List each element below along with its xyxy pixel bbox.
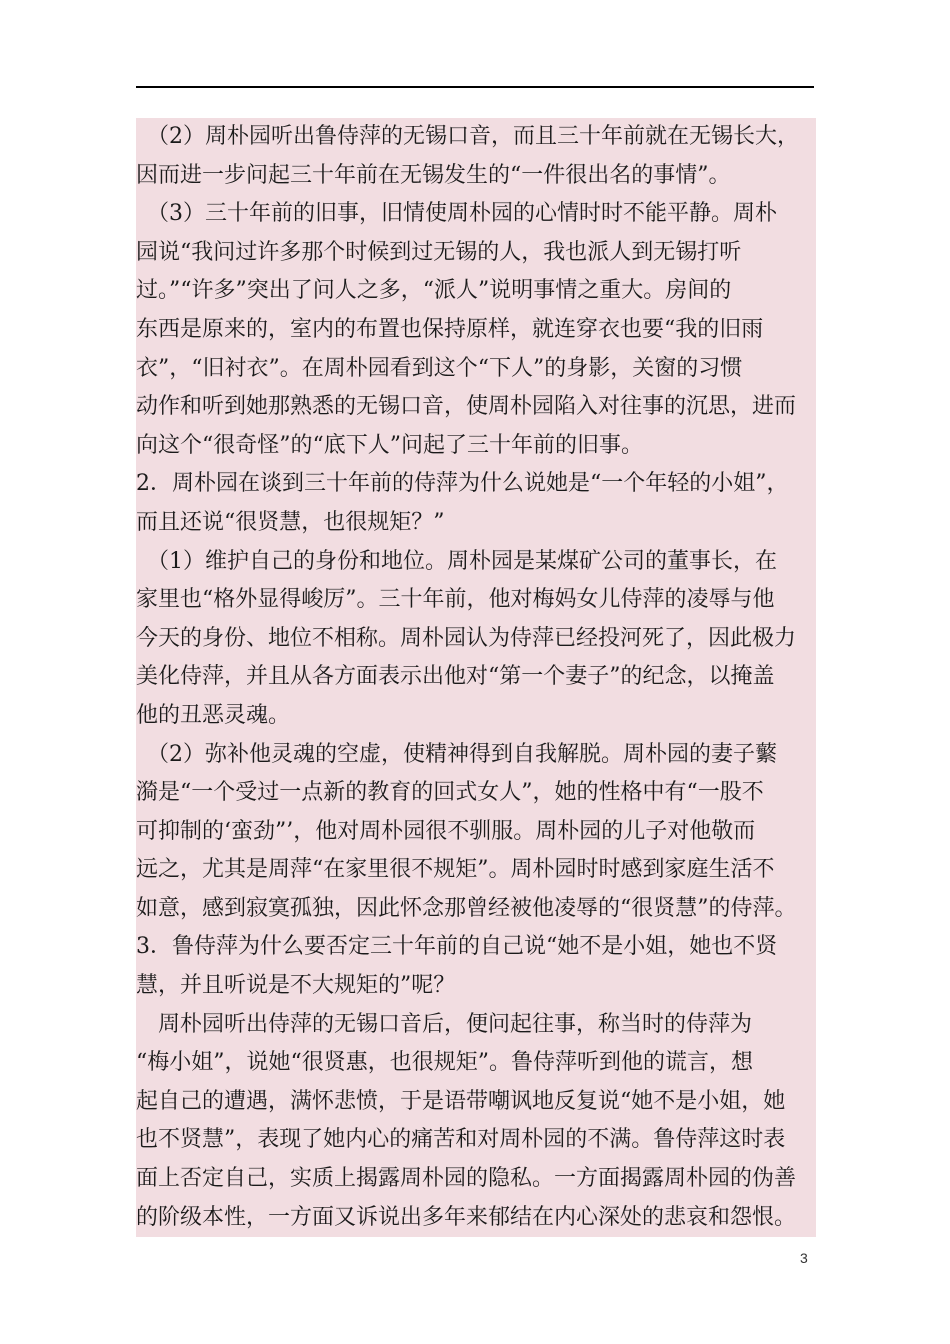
text-line: 他的丑恶灵魂。 (136, 697, 816, 736)
text-line: 的阶级本性，一方面又诉说出多年来郁结在内心深处的悲哀和怨恨。 (136, 1199, 816, 1238)
text-line: 今天的身份、地位不相称。周朴园认为侍萍已经投河死了，因此极力 (136, 620, 816, 659)
paragraph-reason-3 (136, 195, 816, 465)
text-line: 慧，并且听说是不大规矩的”呢？ (136, 967, 816, 1006)
text-line: 面上否定自己，实质上揭露周朴园的隐私。一方面揭露周朴园的伪善 (136, 1160, 816, 1199)
text-line: 远之，尤其是周萍“在家里很不规矩”。周朴园时时感到家庭生活不 (136, 851, 816, 890)
answer-2-point-2 (136, 736, 816, 929)
text-line: （3）三十年前的旧事，旧情使周朴园的心情时时不能平静。周朴 (136, 195, 816, 234)
page-number: 3 (800, 1250, 808, 1266)
paragraph-2-reason-2 (136, 118, 816, 195)
question-3 (136, 928, 816, 1005)
answer-2-point-1 (136, 543, 816, 736)
text-line: “梅小姐”，说她“很贤惠，也很规矩”。鲁侍萍听到他的谎言，想 (136, 1044, 816, 1083)
header-rule (136, 86, 814, 88)
text-line: 3．鲁侍萍为什么要否定三十年前的自己说“她不是小姐，她也不贤 (136, 928, 816, 967)
text-line: 如意，感到寂寞孤独，因此怀念那曾经被他凌辱的“很贤慧”的侍萍。 (136, 890, 816, 929)
text-line: 园说“我问过许多那个时候到过无锡的人，我也派人到无锡打听 (136, 234, 816, 273)
text-line: 起自己的遭遇，满怀悲愤，于是语带嘲讽地反复说“她不是小姐，她 (136, 1083, 816, 1122)
text-line: 因而进一步问起三十年前在无锡发生的“一件很出名的事情”。 (136, 157, 816, 196)
text-line: 也不贤慧”，表现了她内心的痛苦和对周朴园的不满。鲁侍萍这时表 (136, 1121, 816, 1160)
text-line: 过。”“许多”突出了问人之多，“派人”说明事情之重大。房间的 (136, 272, 816, 311)
answer-3 (136, 1006, 816, 1238)
text-line: 而且还说“很贤慧，也很规矩？” (136, 504, 816, 543)
text-line: 美化侍萍，并且从各方面表示出他对“第一个妻子”的纪念，以掩盖 (136, 658, 816, 697)
text-line: （2）弥补他灵魂的空虚，使精神得到自我解脱。周朴园的妻子蘩 (136, 736, 816, 775)
question-2 (136, 465, 816, 542)
text-line: （2）周朴园听出鲁侍萍的无锡口音，而且三十年前就在无锡长大， (136, 118, 816, 157)
text-line: 2．周朴园在谈到三十年前的侍萍为什么说她是“一个年轻的小姐”， (136, 465, 816, 504)
text-line: 向这个“很奇怪”的“底下人”问起了三十年前的旧事。 (136, 427, 816, 466)
text-line: 衣”，“旧衬衣”。在周朴园看到这个“下人”的身影，关窗的习惯 (136, 350, 816, 389)
text-line: 周朴园听出侍萍的无锡口音后，便问起往事，称当时的侍萍为 (136, 1006, 816, 1045)
text-line: 家里也“格外显得峻厉”。三十年前，他对梅妈女儿侍萍的凌辱与他 (136, 581, 816, 620)
text-line: （1）维护自己的身份和地位。周朴园是某煤矿公司的董事长，在 (136, 543, 816, 582)
text-line: 动作和听到她那熟悉的无锡口音，使周朴园陷入对往事的沉思，进而 (136, 388, 816, 427)
text-line: 可抑制的‘蛮劲”’，他对周朴园很不驯服。周朴园的儿子对他敬而 (136, 813, 816, 852)
document-body (136, 118, 816, 1237)
text-line: 漪是“一个受过一点新的教育的回式女人”，她的性格中有“一股不 (136, 774, 816, 813)
text-line: 东西是原来的，室内的布置也保持原样，就连穿衣也要“我的旧雨 (136, 311, 816, 350)
